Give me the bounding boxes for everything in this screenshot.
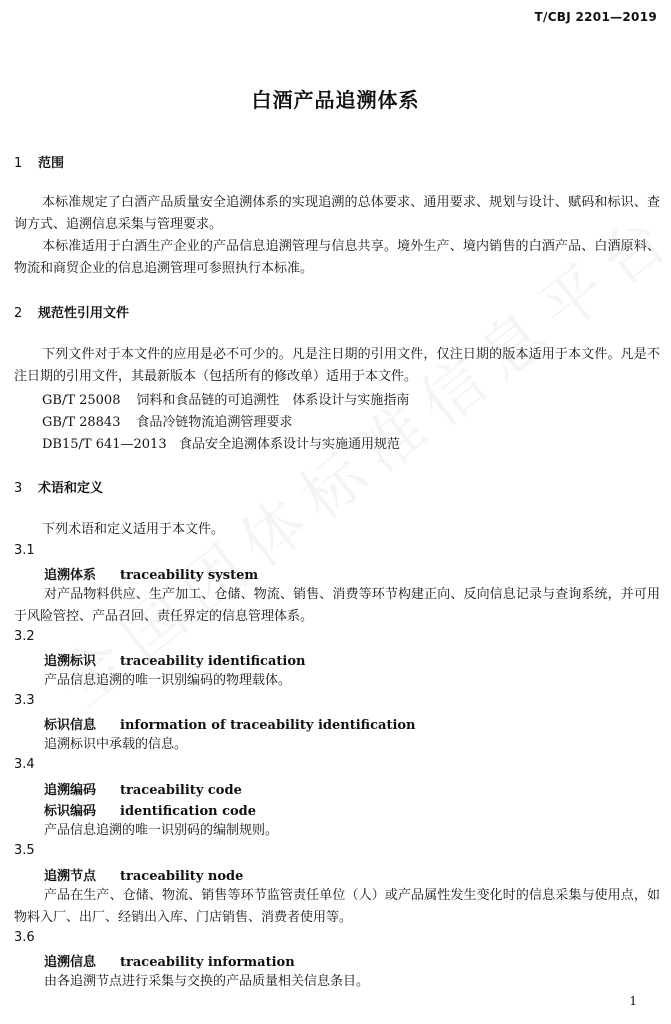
term-entry-alt (44, 800, 256, 819)
section-1-heading (14, 152, 64, 171)
term-zh: 标识信息 (44, 718, 97, 733)
reference-code: GB/T 28843 (42, 415, 121, 430)
term-entry (44, 564, 258, 583)
term-number: 3.4 (14, 757, 35, 772)
section-number: 1 (14, 156, 23, 171)
paragraph: 下列术语和定义适用于本文件。 (42, 522, 225, 537)
reference-item (42, 389, 409, 408)
term-entry (44, 779, 242, 798)
term-en: traceability system (120, 568, 259, 583)
reference-item (42, 411, 292, 430)
term-definition: 产品在生产、仓储、物流、销售等环节监管责任单位（人）或产品属性发生变化时的信息采集与使用点，如物料入厂、出厂、经销出入库、门店销售、消费者使用等。 (14, 888, 660, 925)
section-title: 规范性引用文件 (38, 306, 130, 321)
term-zh: 追溯信息 (44, 955, 97, 970)
term-en: identification code (120, 804, 257, 819)
term-en: traceability node (120, 869, 244, 884)
section-number: 2 (14, 306, 23, 321)
term-definition: 对产品物料供应、生产加工、仓储、物流、销售、消费等环节构建正向、反向信息记录与查询系统，并可用于风险管控、产品召回、责任界定的信息管理体系。 (14, 587, 660, 624)
term-number: 3.2 (14, 629, 35, 644)
term-en: traceability code (120, 783, 242, 798)
term-definition: 产品信息追溯的唯一识别码的编制规则。 (44, 823, 279, 838)
reference-code: GB/T 25008 (42, 393, 121, 408)
term-definition: 产品信息追溯的唯一识别编码的物理载体。 (44, 673, 292, 688)
reference-title: 食品冷链物流追溯管理要求 (136, 415, 293, 430)
section-title: 术语和定义 (38, 481, 104, 496)
term-zh: 追溯节点 (44, 869, 97, 884)
paragraph: 本标准规定了白酒产品质量安全追溯体系的实现追溯的总体要求、通用要求、规划与设计、赋码和标识、查询方式、追溯信息采集与管理要求。 (14, 195, 660, 232)
term-zh: 追溯体系 (44, 568, 97, 583)
paragraph: 下列文件对于本文件的应用是必不可少的。凡是注日期的引用文件，仅注日期的版本适用于本文件。凡是不注日期的引用文件，其最新版本（包括所有的修改单）适用于本文件。 (14, 347, 660, 384)
term-entry (44, 714, 416, 733)
section-number: 3 (14, 481, 23, 496)
term-number: 3.5 (14, 843, 35, 858)
term-definition: 追溯标识中承载的信息。 (44, 737, 188, 752)
reference-title: 饲料和食品链的可追溯性 体系设计与实施指南 (136, 393, 410, 408)
reference-title: 食品安全追溯体系设计与实施通用规范 (179, 437, 401, 452)
term-en: traceability identification (120, 654, 306, 669)
standard-code: T/CBJ 2201—2019 (534, 10, 657, 24)
term-en: information of traceability identification (120, 718, 416, 733)
paragraph: 本标准适用于白酒生产企业的产品信息追溯管理与信息共享。境外生产、境内销售的白酒产品、白酒原料、物流和商贸企业的信息追溯管理可参照执行本标准。 (14, 239, 660, 276)
reference-code: DB15/T 641—2013 (42, 437, 167, 452)
term-entry (44, 650, 305, 669)
term-number: 3.1 (14, 543, 35, 558)
term-zh: 标识编码 (44, 804, 97, 819)
term-definition: 由各追溯节点进行采集与交换的产品质量相关信息条目。 (44, 974, 370, 989)
term-number: 3.3 (14, 693, 35, 708)
term-entry (44, 951, 295, 970)
section-3-heading (14, 477, 103, 496)
term-en: traceability information (120, 955, 295, 970)
reference-item (42, 433, 400, 452)
term-zh: 追溯编码 (44, 783, 97, 798)
document-title: 白酒产品追溯体系 (251, 88, 420, 112)
term-entry (44, 865, 243, 884)
term-number: 3.6 (14, 930, 35, 945)
section-title: 范围 (38, 156, 65, 171)
term-zh: 追溯标识 (44, 654, 97, 669)
page-number: 1 (629, 994, 637, 1008)
section-2-heading (14, 302, 129, 321)
